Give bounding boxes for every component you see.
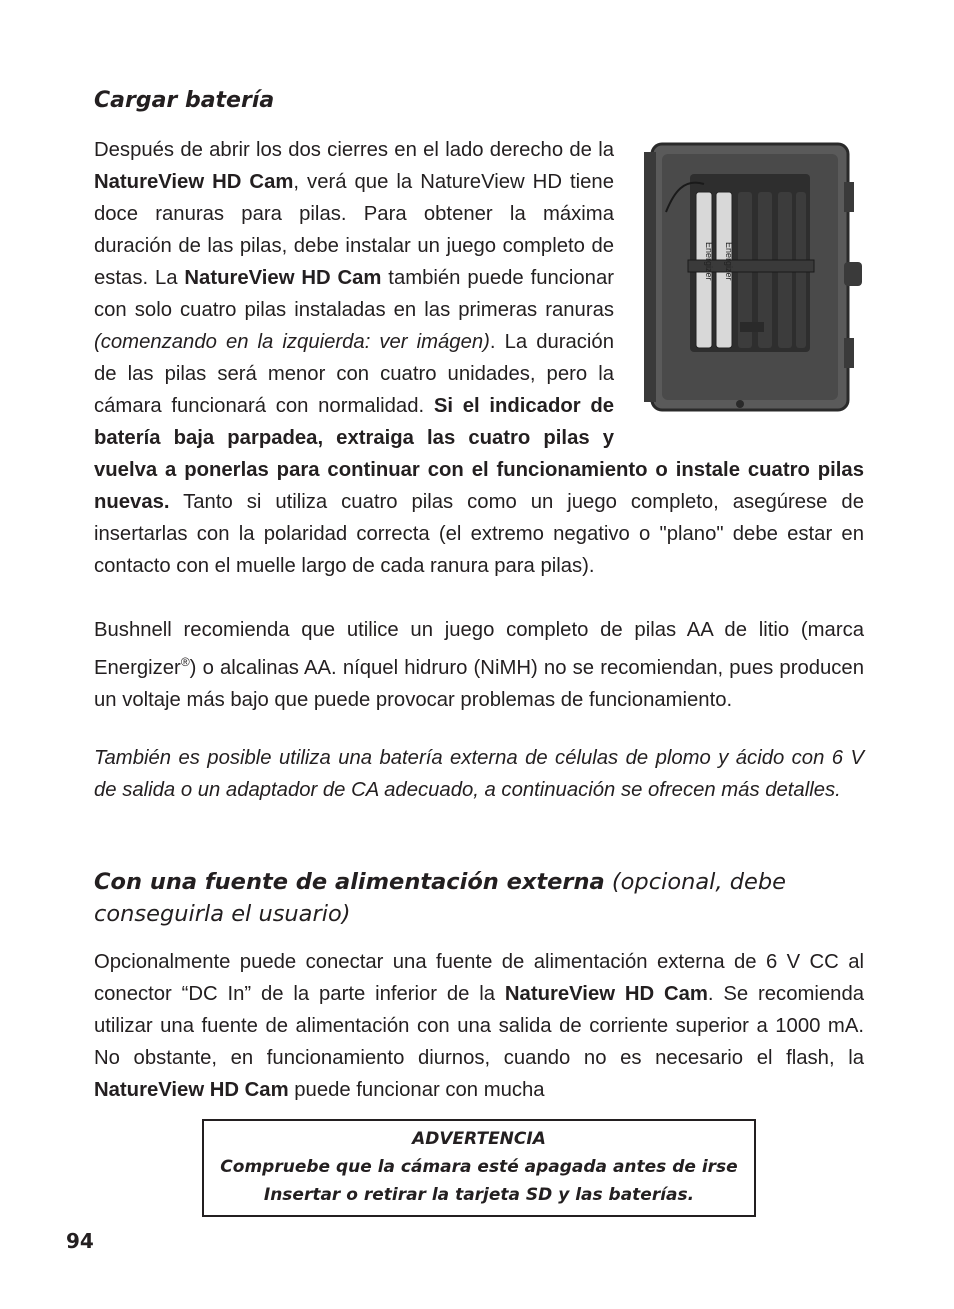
section-title-cargar-bateria: Cargar batería <box>94 88 275 113</box>
text: Tanto si utiliza cuatro pilas como un juego completo, asegúrese de insertarlas con la polaridad correcta (el extremo negativo o "plano" debe estar en contacto con el muelle largo de cada ranura para pilas). <box>94 491 864 577</box>
registered-mark: ® <box>180 655 190 669</box>
text: . La duración de las pilas será menor con cuatro unidades, pero la cámara funcionará con normalidad. <box>94 331 614 417</box>
page-number: 94 <box>66 1229 94 1253</box>
warning-title: ADVERTENCIA <box>412 1129 546 1149</box>
text: Opcionalmente puede conectar una fuente de alimentación externa de 6 V CC al conector “DC In” de la parte inferior de la <box>94 951 864 1005</box>
low-battery-instruction: Si el indicador de batería baja parpadea, extraiga las cuatro pilas y vuelva a ponerlas para continuar con el funcionamiento o instale cuatro pilas nuevas. <box>94 395 864 513</box>
text: , verá que la NatureView HD tiene doce ranuras para pilas. Para obtener la máxima duración de las pilas, debe instalar un juego completo de estas. La <box>94 171 614 289</box>
image-float-space <box>628 140 864 452</box>
heading-note: (opcional, debe conseguirla el usuario) <box>94 869 786 927</box>
paragraph-recomendacion-pilas <box>94 614 864 716</box>
text: Bushnell recomienda que utilice un juego completo de pilas AA de litio (marca Energizer <box>94 619 864 679</box>
section-title-fuente-externa <box>94 866 834 930</box>
image-reference: (comenzando en la izquierda: ver imágen) <box>94 331 490 353</box>
text: también puede funcionar con solo cuatro pilas instaladas en las primeras ranuras <box>94 267 614 321</box>
product-name: NatureView HD Cam <box>94 1079 289 1101</box>
product-name: NatureView HD Cam <box>94 171 294 193</box>
warning-line: Insertar o retirar la tarjeta SD y las baterías. <box>263 1185 695 1205</box>
warning-box <box>202 1119 756 1217</box>
text: Después de abrir los dos cierres en el lado derecho de la <box>94 139 614 161</box>
text: puede funcionar con mucha <box>288 1079 545 1101</box>
heading-main: Con una fuente de alimentación externa <box>94 869 605 895</box>
paragraph-cargar-bateria <box>94 134 864 582</box>
product-name: NatureView HD Cam <box>184 267 382 289</box>
battery-label-1: Energizer <box>704 242 714 281</box>
text: . Se recomienda utilizar una fuente de alimentación con una salida de corriente superior a 1000 mA. No obstante, en funcionamiento diurnos, cuando no es necesario el flash, la <box>94 983 864 1069</box>
text: ) o alcalinas AA. níquel hidruro (NiMH) no se recomiendan, pues producen un voltaje más bajo que puede provocar problemas de funcionamiento. <box>94 656 864 711</box>
battery-label-2: Energizer <box>724 242 734 281</box>
product-name: NatureView HD Cam <box>504 983 708 1005</box>
paragraph-bateria-externa: También es posible utiliza una batería externa de células de plomo y ácido con 6 V de salida o un adaptador de CA adecuado, a continuación se ofrecen más detalles. <box>94 747 864 801</box>
warning-line: Compruebe que la cámara esté apagada antes de irse <box>220 1157 738 1177</box>
paragraph-fuente-externa <box>94 946 864 1106</box>
